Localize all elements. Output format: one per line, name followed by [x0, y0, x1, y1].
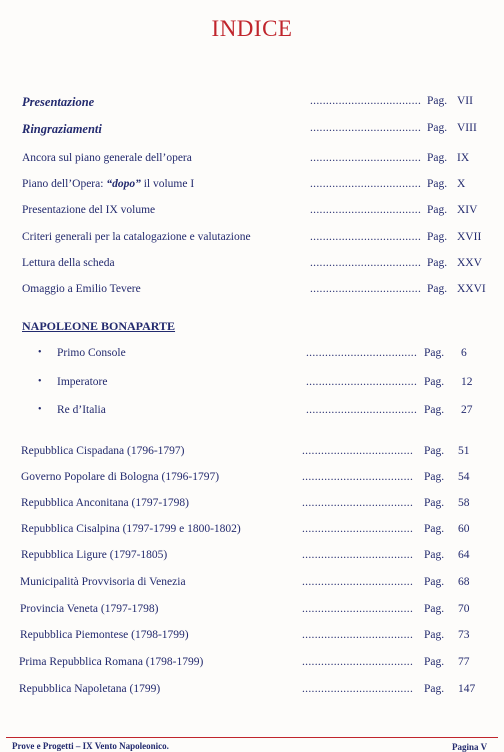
toc-leader: ...................................: [306, 376, 418, 388]
toc-page-number: 51: [458, 445, 470, 457]
toc-entry-omaggio: [0, 283, 504, 303]
toc-entry-label: Repubblica Napoletana (1799): [19, 683, 161, 695]
toc-page-prefix: Pag.: [427, 283, 448, 295]
bullet-icon: •: [38, 347, 42, 358]
toc-page-number: VIII: [457, 122, 477, 134]
toc-entry-venezia: [0, 576, 504, 596]
toc-page-prefix: Pag.: [427, 95, 448, 107]
toc-leader: ...................................: [310, 231, 422, 243]
toc-page-number: 73: [458, 629, 470, 641]
toc-label-part: Piano dell’Opera:: [22, 178, 107, 190]
toc-page-prefix: Pag.: [427, 204, 448, 216]
toc-entry-label: Prima Repubblica Romana (1798-1799): [19, 656, 204, 668]
toc-leader: ...................................: [310, 204, 422, 216]
toc-page-prefix: Pag.: [427, 178, 448, 190]
toc-page-prefix: Pag.: [424, 603, 445, 615]
toc-entry-label: Ancora sul piano generale dell’opera: [22, 152, 192, 164]
toc-entry-label: Governo Popolare di Bologna (1796-1797): [21, 471, 220, 483]
toc-entry-label: Criteri generali per la catalogazione e valutazione: [22, 231, 251, 243]
toc-leader: ...................................: [302, 523, 414, 535]
toc-page-prefix: Pag.: [424, 404, 445, 416]
toc-section-napoleone: [0, 319, 504, 339]
footer-left-text: Prove e Progetti – IX Vento Napoleonico.: [12, 741, 169, 751]
toc-entry-anconitana: [0, 497, 504, 517]
toc-page-number: 27: [461, 404, 473, 416]
toc-entry-label: Repubblica Anconitana (1797-1798): [21, 497, 189, 509]
footer-rule: [6, 737, 498, 738]
toc-entry-label: Presentazione del IX volume: [22, 204, 156, 216]
toc-entry-label: Lettura della scheda: [22, 257, 115, 269]
toc-page-number: 60: [458, 523, 470, 535]
toc-label-part: il volume I: [140, 178, 195, 190]
toc-leader: ...................................: [302, 683, 414, 695]
toc-leader: ...................................: [302, 497, 414, 509]
toc-subentry-re-italia: [0, 404, 504, 424]
toc-page-number: XIV: [457, 204, 478, 216]
toc-leader: ...................................: [306, 347, 418, 359]
toc-page-number: IX: [457, 152, 470, 164]
toc-leader: ...................................: [306, 404, 418, 416]
toc-subentry-primo-console: [0, 347, 504, 367]
toc-leader: ...................................: [310, 152, 422, 164]
toc-page-number: 70: [458, 603, 470, 615]
toc-entry-label: Provincia Veneta (1797-1798): [20, 603, 159, 615]
toc-page-prefix: Pag.: [427, 231, 448, 243]
toc-entry-cispadana: [0, 445, 504, 465]
toc-page-prefix: Pag.: [424, 471, 445, 483]
toc-leader: ...................................: [302, 445, 414, 457]
bullet-icon: •: [38, 376, 42, 387]
toc-page-number: XVII: [457, 231, 482, 243]
toc-entry-label: Municipalità Provvisoria di Venezia: [20, 576, 186, 588]
bullet-icon: •: [38, 404, 42, 415]
toc-leader: ...................................: [302, 656, 414, 668]
toc-page-prefix: Pag.: [424, 683, 445, 695]
toc-page-number: VII: [457, 95, 473, 107]
footer-page-number: Pagina V: [452, 742, 488, 752]
toc-entry-label: Repubblica Piemontese (1798-1799): [20, 629, 189, 641]
toc-page-prefix: Pag.: [424, 445, 445, 457]
toc-entry-label: Presentazione: [22, 95, 95, 109]
toc-entry-ancora: [0, 152, 504, 172]
toc-page-number: X: [457, 178, 466, 190]
toc-page-number: XXVI: [457, 283, 486, 295]
toc-leader: ...................................: [302, 629, 414, 641]
toc-page-number: 54: [458, 471, 470, 483]
toc-entry-presentazione-ix: [0, 204, 504, 224]
toc-entry-criteri: [0, 231, 504, 251]
toc-page-number: XXV: [457, 257, 482, 269]
toc-entry-label: Imperatore: [57, 376, 108, 388]
toc-page-prefix: Pag.: [424, 497, 445, 509]
toc-page-prefix: Pag.: [424, 629, 445, 641]
toc-page-number: 147: [458, 683, 476, 695]
section-heading: NAPOLEONE BONAPARTE: [22, 319, 176, 333]
toc-page-prefix: Pag.: [427, 122, 448, 134]
toc-entry-romana: [0, 656, 504, 676]
toc-entry-napoletana: [0, 683, 504, 703]
toc-leader: ...................................: [302, 576, 414, 588]
toc-entry-piemontese: [0, 629, 504, 649]
toc-leader: ...................................: [302, 603, 414, 615]
toc-page-prefix: Pag.: [427, 152, 448, 164]
toc-entry-label: Re d’Italia: [57, 404, 106, 416]
toc-entry-ligure: [0, 549, 504, 569]
toc-entry-piano: [0, 178, 504, 198]
toc-entry-label: Repubblica Ligure (1797-1805): [21, 549, 168, 561]
toc-page-prefix: Pag.: [424, 347, 445, 359]
toc-page-prefix: Pag.: [427, 257, 448, 269]
toc-page-number: 6: [461, 347, 467, 359]
toc-entry-label: [22, 178, 194, 190]
toc-entry-label: Primo Console: [57, 347, 126, 359]
toc-page-prefix: Pag.: [424, 549, 445, 561]
toc-page-number: 68: [458, 576, 470, 588]
toc-page-prefix: Pag.: [424, 376, 445, 388]
toc-entry-label: Repubblica Cispadana (1796-1797): [21, 445, 185, 457]
toc-entry-ringraziamenti: [0, 122, 504, 142]
toc-entry-label: Repubblica Cisalpina (1797-1799 e 1800-1802): [21, 523, 241, 535]
toc-entry-label: Omaggio a Emilio Tevere: [22, 283, 141, 295]
toc-entry-presentazione: [0, 95, 504, 115]
toc-page-prefix: Pag.: [424, 576, 445, 588]
toc-entry-cisalpina: [0, 523, 504, 543]
toc-leader: ...................................: [310, 178, 422, 190]
toc-entry-bologna: [0, 471, 504, 491]
toc-entry-label: Ringraziamenti: [22, 122, 102, 136]
toc-subentry-imperatore: [0, 376, 504, 396]
toc-page-prefix: Pag.: [424, 656, 445, 668]
toc-leader: ...................................: [310, 257, 422, 269]
toc-leader: ...................................: [310, 283, 422, 295]
toc-leader: ...................................: [310, 122, 422, 134]
toc-page-number: 12: [461, 376, 473, 388]
toc-leader: ...................................: [302, 471, 414, 483]
page-title: INDICE: [211, 16, 293, 41]
toc-label-emphasis: “dopo”: [106, 178, 141, 190]
toc-leader: ...................................: [302, 549, 414, 561]
toc-page-number: 64: [458, 549, 470, 561]
toc-page-number: 58: [458, 497, 470, 509]
toc-page-number: 77: [458, 656, 470, 668]
toc-leader: ...................................: [310, 95, 422, 107]
toc-entry-lettura: [0, 257, 504, 277]
toc-entry-veneta: [0, 603, 504, 623]
toc-page-prefix: Pag.: [424, 523, 445, 535]
